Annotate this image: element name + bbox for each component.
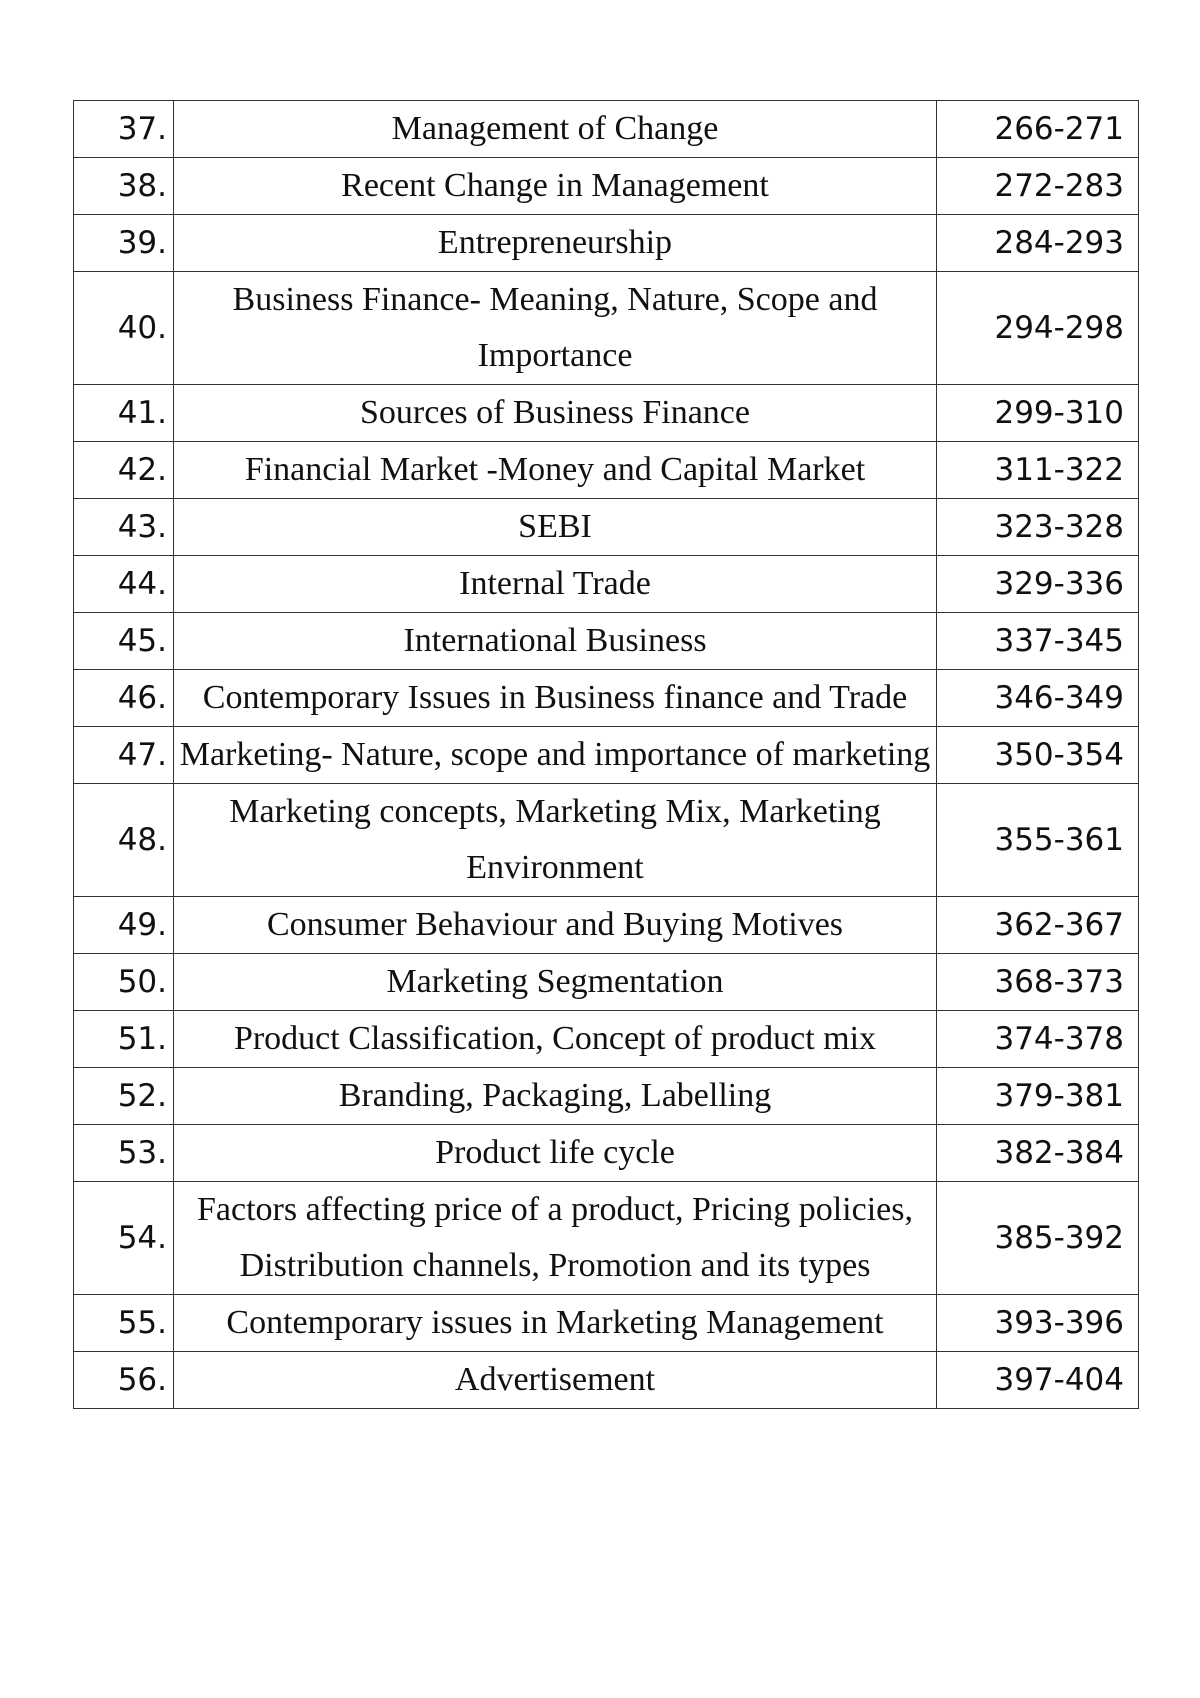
page-range: 350-354 — [937, 727, 1139, 784]
table-row — [74, 1295, 1139, 1352]
table-row — [74, 158, 1139, 215]
chapter-number: 48. — [74, 784, 174, 897]
table-row — [74, 1125, 1139, 1182]
table-row — [74, 1182, 1139, 1295]
chapter-title: Advertisement — [174, 1352, 937, 1409]
chapter-title: Business Finance- Meaning, Nature, Scope and Importance — [174, 272, 937, 385]
chapter-number: 39. — [74, 215, 174, 272]
table-row — [74, 1011, 1139, 1068]
chapter-number: 47. — [74, 727, 174, 784]
table-row — [74, 784, 1139, 897]
chapter-title: Contemporary Issues in Business finance and Trade — [174, 670, 937, 727]
page-range: 397-404 — [937, 1352, 1139, 1409]
chapter-number: 53. — [74, 1125, 174, 1182]
table-row — [74, 727, 1139, 784]
table-row — [74, 215, 1139, 272]
page-range: 329-336 — [937, 556, 1139, 613]
table-row — [74, 499, 1139, 556]
table-row — [74, 1068, 1139, 1125]
page-range: 382-384 — [937, 1125, 1139, 1182]
chapter-number: 44. — [74, 556, 174, 613]
chapter-title: International Business — [174, 613, 937, 670]
page-range: 337-345 — [937, 613, 1139, 670]
page-range: 362-367 — [937, 897, 1139, 954]
chapter-title: Product Classification, Concept of product mix — [174, 1011, 937, 1068]
chapter-number: 45. — [74, 613, 174, 670]
table-row — [74, 385, 1139, 442]
page-range: 385-392 — [937, 1182, 1139, 1295]
chapter-title: Marketing- Nature, scope and importance of marketing — [174, 727, 937, 784]
table-row — [74, 272, 1139, 385]
page-range: 379-381 — [937, 1068, 1139, 1125]
chapter-title: Sources of Business Finance — [174, 385, 937, 442]
page-range: 266-271 — [937, 101, 1139, 158]
page-range: 323-328 — [937, 499, 1139, 556]
chapter-number: 55. — [74, 1295, 174, 1352]
chapter-title: Marketing Segmentation — [174, 954, 937, 1011]
chapter-title: Contemporary issues in Marketing Management — [174, 1295, 937, 1352]
chapter-number: 42. — [74, 442, 174, 499]
page-range: 294-298 — [937, 272, 1139, 385]
page-range: 374-378 — [937, 1011, 1139, 1068]
chapter-number: 41. — [74, 385, 174, 442]
contents-table — [73, 100, 1139, 1409]
chapter-title: Internal Trade — [174, 556, 937, 613]
chapter-title: Management of Change — [174, 101, 937, 158]
page-range: 272-283 — [937, 158, 1139, 215]
chapter-title: Financial Market -Money and Capital Market — [174, 442, 937, 499]
table-row — [74, 613, 1139, 670]
chapter-title: Branding, Packaging, Labelling — [174, 1068, 937, 1125]
chapter-number: 40. — [74, 272, 174, 385]
table-row — [74, 670, 1139, 727]
chapter-title: Marketing concepts, Marketing Mix, Marketing Environment — [174, 784, 937, 897]
chapter-number: 43. — [74, 499, 174, 556]
chapter-number: 56. — [74, 1352, 174, 1409]
chapter-title: Consumer Behaviour and Buying Motives — [174, 897, 937, 954]
table-row — [74, 954, 1139, 1011]
chapter-title: SEBI — [174, 499, 937, 556]
table-row — [74, 1352, 1139, 1409]
chapter-number: 52. — [74, 1068, 174, 1125]
page-range: 393-396 — [937, 1295, 1139, 1352]
table-row — [74, 442, 1139, 499]
chapter-title: Entrepreneurship — [174, 215, 937, 272]
chapter-title: Recent Change in Management — [174, 158, 937, 215]
page-range: 284-293 — [937, 215, 1139, 272]
chapter-number: 50. — [74, 954, 174, 1011]
chapter-number: 37. — [74, 101, 174, 158]
page-range: 299-310 — [937, 385, 1139, 442]
chapter-number: 38. — [74, 158, 174, 215]
page-range: 368-373 — [937, 954, 1139, 1011]
chapter-number: 46. — [74, 670, 174, 727]
chapter-number: 54. — [74, 1182, 174, 1295]
table-row — [74, 897, 1139, 954]
table-row — [74, 101, 1139, 158]
chapter-number: 51. — [74, 1011, 174, 1068]
chapter-title: Product life cycle — [174, 1125, 937, 1182]
page-range: 311-322 — [937, 442, 1139, 499]
chapter-number: 49. — [74, 897, 174, 954]
chapter-title: Factors affecting price of a product, Pricing policies, Distribution channels, Promotion and its types — [174, 1182, 937, 1295]
page-range: 346-349 — [937, 670, 1139, 727]
table-row — [74, 556, 1139, 613]
page-range: 355-361 — [937, 784, 1139, 897]
